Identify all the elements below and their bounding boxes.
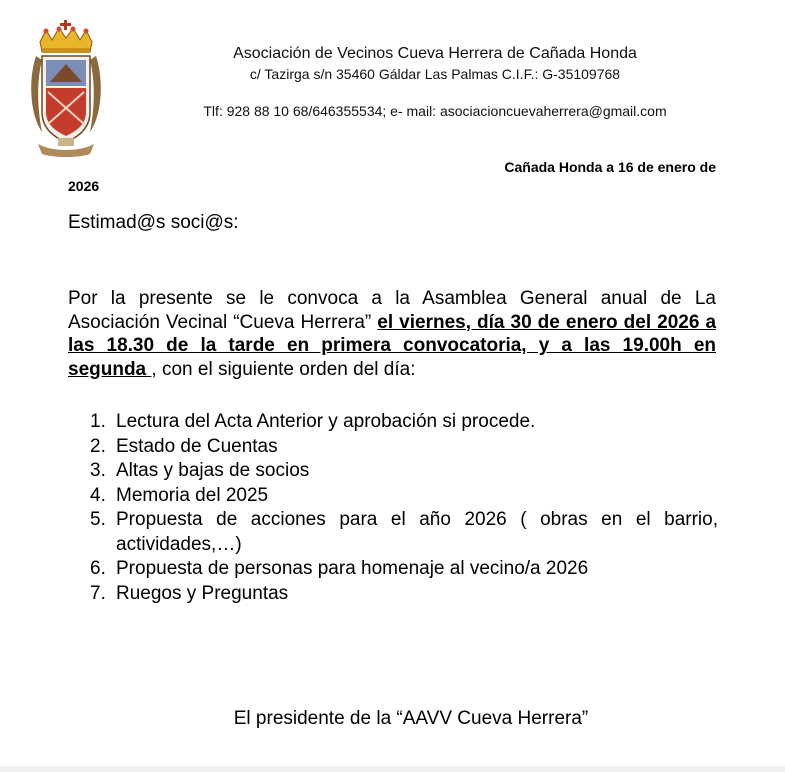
organization-name: Asociación de Vecinos Cueva Herrera de Cañada Honda bbox=[233, 45, 637, 62]
agenda-item-number: 4. bbox=[90, 484, 106, 506]
agenda-item-text: Propuesta de acciones para el año 2026 ( obras en el barrio, actividades,…) bbox=[116, 509, 718, 555]
agenda-item bbox=[90, 582, 718, 607]
agenda-item-text: Lectura del Acta Anterior y aprobación si procede. bbox=[116, 411, 536, 432]
agenda-item bbox=[90, 410, 718, 435]
agenda-item-number: 5. bbox=[90, 509, 106, 530]
agenda-list bbox=[68, 410, 718, 606]
agenda-item bbox=[90, 484, 718, 509]
agenda-item-number: 1. bbox=[90, 411, 106, 432]
organization-address: c/ Tazirga s/n 35460 Gáldar Las Palmas C.I.F.: G-35109768 bbox=[249, 66, 621, 82]
letter-date bbox=[68, 159, 716, 194]
letter-greeting: Estimad@s soci@s: bbox=[68, 212, 239, 233]
letter-intro-end: , con el siguiente orden del día: bbox=[151, 358, 416, 380]
coat-of-arms-logo bbox=[28, 20, 104, 160]
letter-date-part2: 2026 bbox=[68, 178, 100, 194]
letter-date-part1: Cañada Honda a 16 de enero de bbox=[504, 159, 716, 175]
agenda-item bbox=[90, 557, 718, 582]
page-bottom-bar bbox=[0, 766, 785, 772]
letter-intro: Por la presente se le convoca a la Asamblea General anual de La Asociación Vecinal “Cueva Herrera” bbox=[68, 288, 716, 333]
agenda-item bbox=[90, 508, 718, 557]
agenda-item-text: Ruegos y Preguntas bbox=[116, 582, 289, 604]
agenda-item-text: Memoria del 2025 bbox=[116, 484, 269, 506]
agenda-item-number: 3. bbox=[90, 460, 106, 481]
agenda-item-text: Estado de Cuentas bbox=[116, 435, 278, 457]
letter-body bbox=[68, 287, 716, 381]
letter-signature: El presidente de la “AAVV Cueva Herrera” bbox=[233, 708, 589, 729]
agenda-item bbox=[90, 459, 718, 484]
agenda-item-number: 6. bbox=[90, 558, 106, 579]
agenda-item-number: 2. bbox=[90, 435, 106, 457]
agenda-item-text: Altas y bajas de socios bbox=[116, 460, 310, 481]
organization-contact: Tlf: 928 88 10 68/646355534; e- mail: asociacioncuevaherrera@gmail.com bbox=[203, 103, 667, 119]
meeting-date-highlight: el viernes, día 30 de enero del 2026 a las 18.30 de la tarde en primera convocatoria, y a las 19.00h en segunda bbox=[68, 311, 717, 380]
agenda-item bbox=[90, 435, 718, 460]
agenda-item-text: Propuesta de personas para homenaje al vecino/a 2026 bbox=[116, 558, 589, 579]
agenda-item-number: 7. bbox=[90, 582, 106, 604]
